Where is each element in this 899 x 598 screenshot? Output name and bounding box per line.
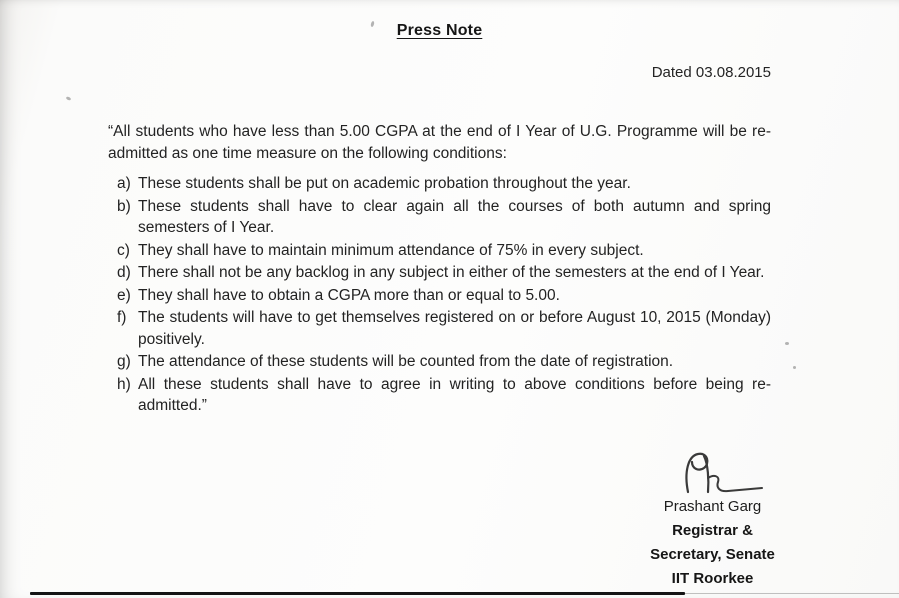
scan-edge-line-faint — [685, 593, 899, 595]
condition-label: b) — [117, 197, 131, 215]
date-line: Dated 03.08.2015 — [651, 64, 771, 81]
condition-text: The students will have to get themselves registered on or before August 10, 2015 (Monday) positively. — [138, 309, 771, 348]
condition-text: These students shall have to clear again all the courses of both autumn and spring semesters of I Year. — [138, 197, 771, 236]
condition-text: The attendance of these students will be counted from the date of registration. — [138, 353, 674, 370]
conditions-list — [108, 173, 771, 417]
condition-label: a) — [117, 175, 131, 192]
list-item — [108, 351, 771, 373]
signatory-title: Secretary, Senate — [650, 546, 775, 563]
scan-speck — [785, 342, 789, 345]
list-item — [108, 240, 771, 262]
condition-label: h) — [117, 375, 131, 393]
condition-text: They shall have to maintain minimum attendance of 75% in every subject. — [138, 241, 644, 259]
condition-text: They shall have to obtain a CGPA more than or equal to 5.00. — [138, 286, 560, 304]
intro-paragraph: “All students who have less than 5.00 CGPA at the end of I Year of U.G. Programme will be re-admitted as one time measure on the following conditions: — [108, 123, 771, 162]
condition-text: There shall not be any backlog in any subject in either of the semesters at the end of I Year. — [138, 264, 765, 281]
condition-label: f) — [117, 309, 127, 326]
signatory-title: Registrar & — [672, 522, 753, 539]
condition-label: c) — [117, 241, 130, 259]
list-item — [108, 285, 771, 307]
signature-block — [600, 448, 825, 587]
page-title: Press Note — [396, 22, 483, 39]
list-item — [108, 374, 771, 417]
condition-label: g) — [117, 353, 131, 370]
condition-text: These students shall be put on academic probation throughout the year. — [138, 175, 631, 192]
condition-label: e) — [117, 286, 131, 304]
document-content — [108, 0, 771, 417]
signature-mark — [658, 448, 768, 500]
signatory-org: IIT Roorkee — [671, 570, 754, 587]
list-item — [108, 262, 771, 284]
list-item — [108, 307, 771, 350]
list-item — [108, 173, 771, 195]
condition-label: d) — [117, 264, 131, 281]
list-item — [108, 196, 771, 239]
scan-speck — [793, 366, 796, 369]
signatory-name: Prashant Garg — [663, 498, 762, 515]
scan-speck — [66, 96, 72, 101]
scan-edge-line — [30, 592, 685, 595]
condition-text: All these students shall have to agree in writing to above conditions before being re-admitted.” — [138, 375, 771, 414]
